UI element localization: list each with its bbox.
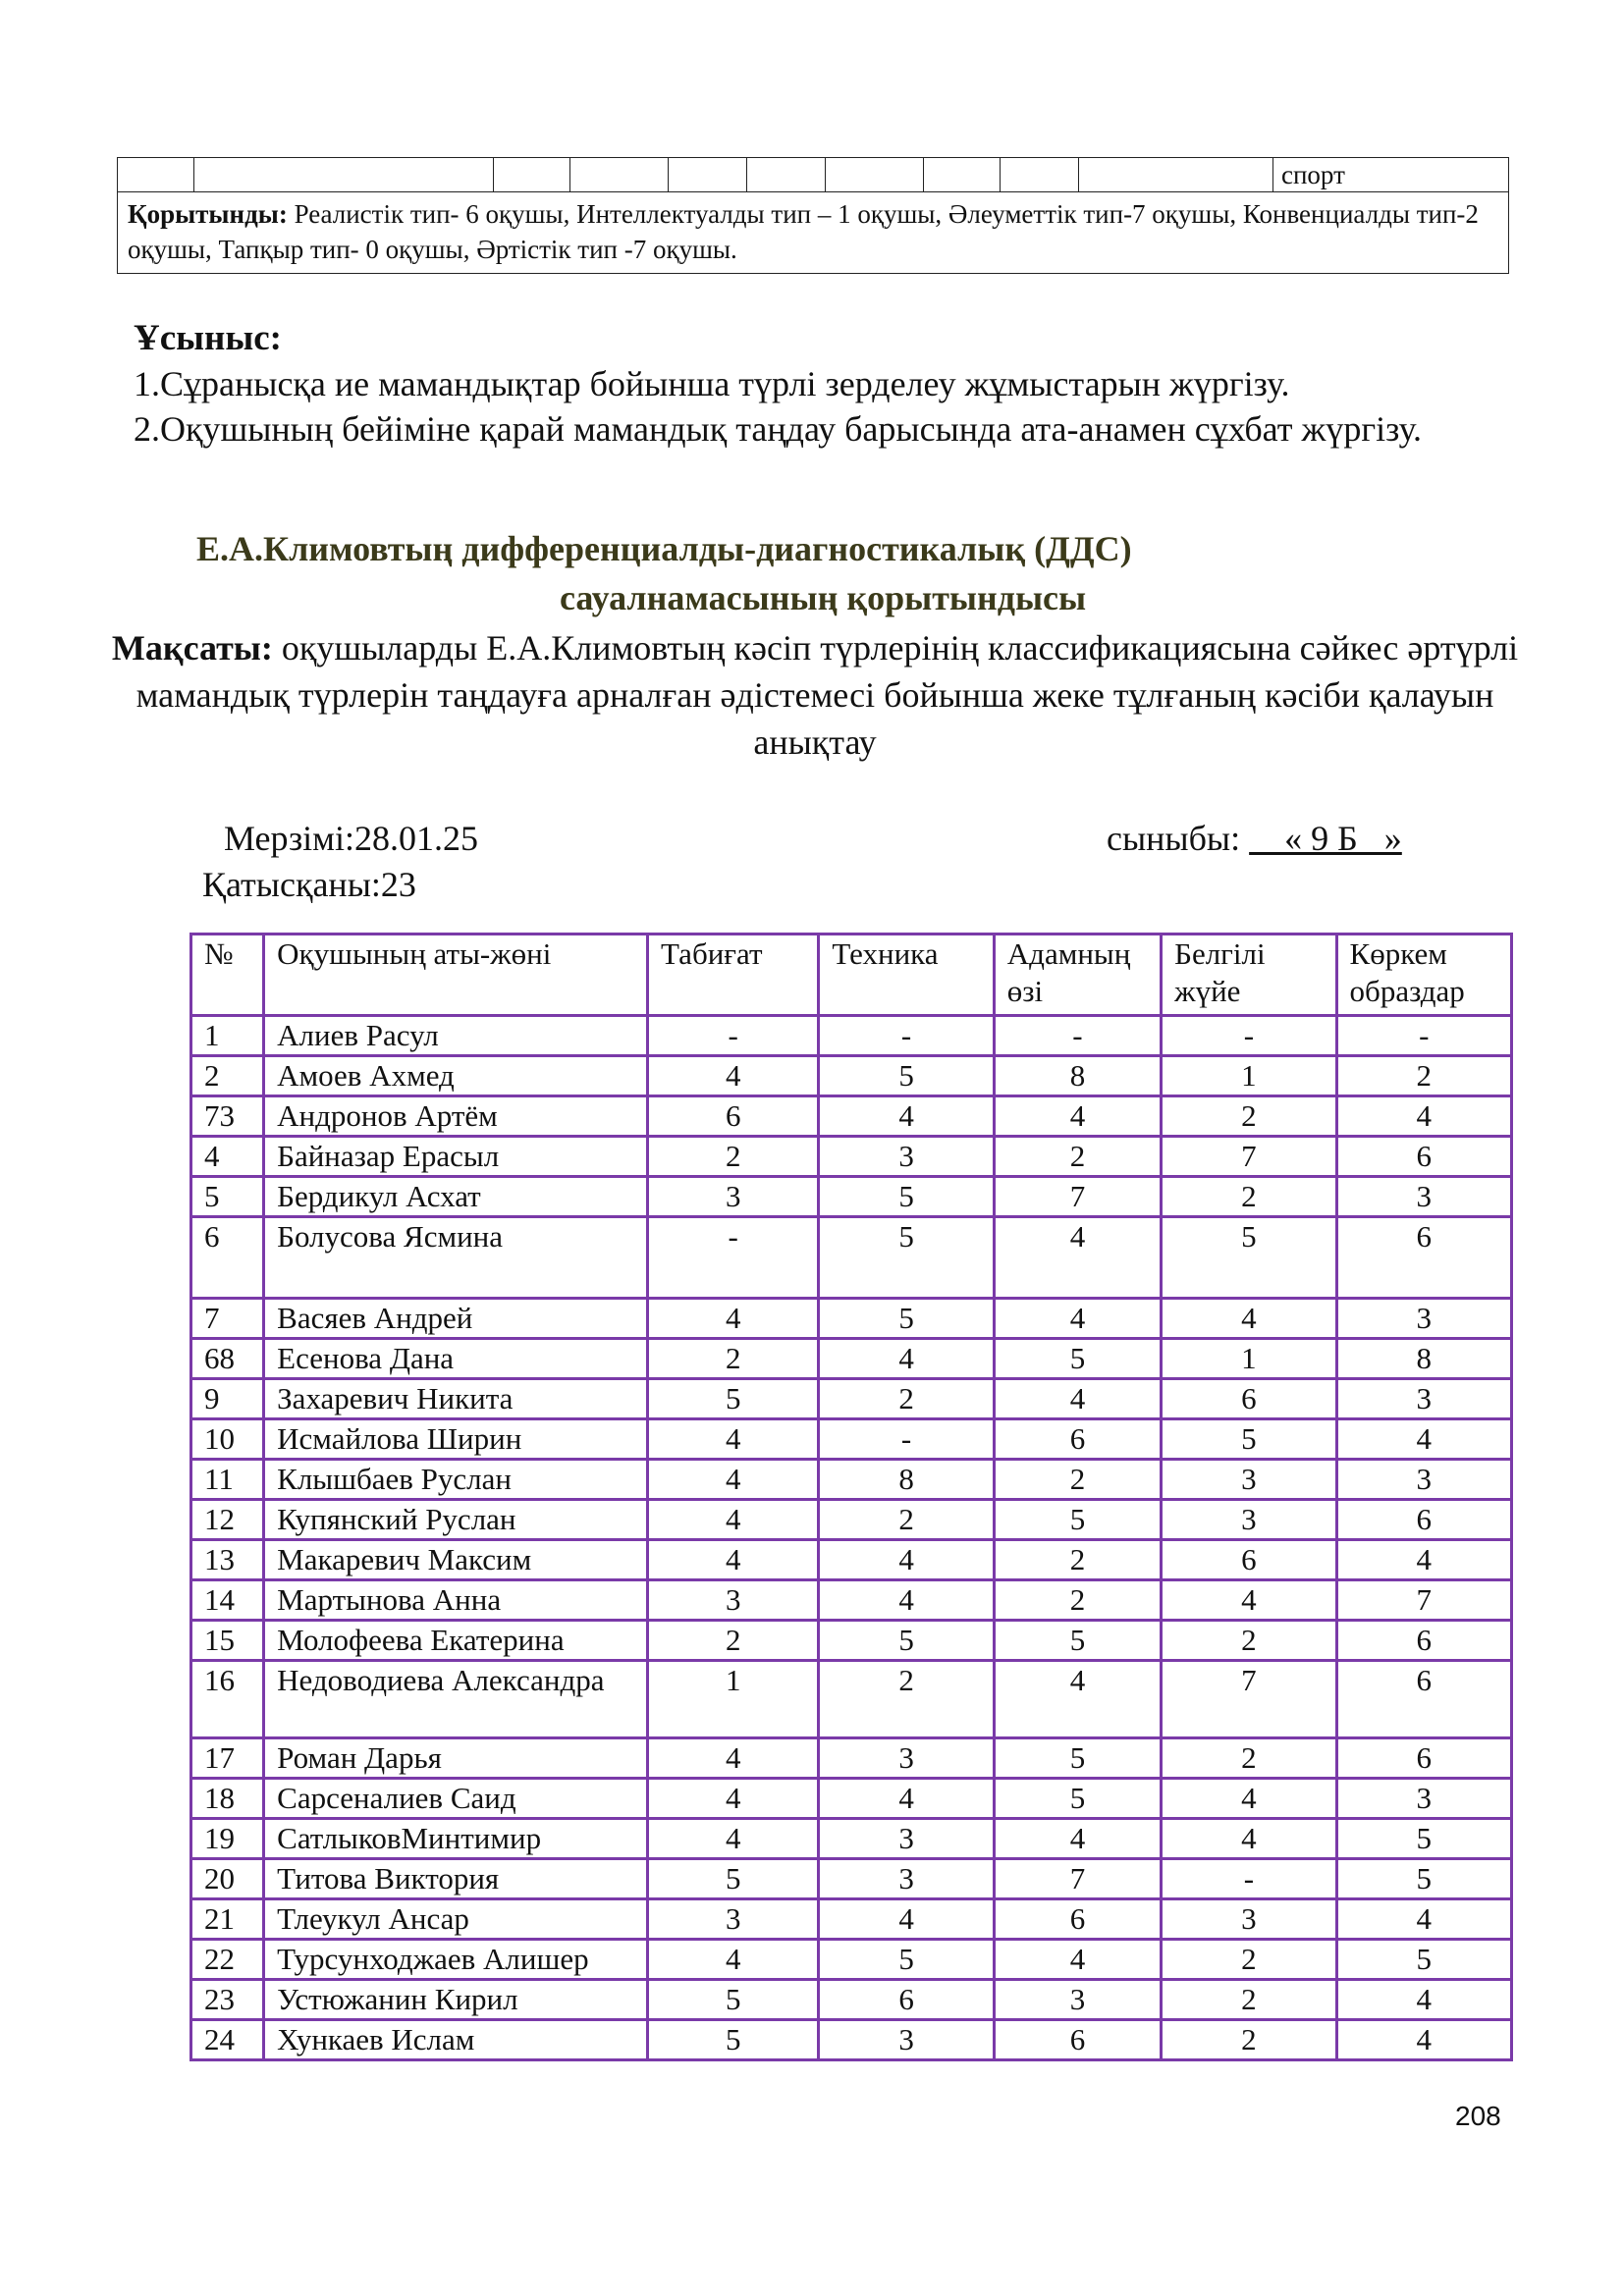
score-cell: 2 xyxy=(1336,1056,1511,1096)
row-number: 19 xyxy=(191,1819,264,1859)
score-cell: 2 xyxy=(648,1621,819,1661)
score-cell: 3 xyxy=(819,1859,994,1899)
score-cell: 6 xyxy=(1336,1500,1511,1540)
score-cell: 6 xyxy=(1162,1540,1336,1580)
score-cell: 6 xyxy=(1336,1217,1511,1299)
row-number: 6 xyxy=(191,1217,264,1299)
score-cell: 5 xyxy=(648,1980,819,2020)
header-cell: Белгілі жүйе xyxy=(1162,934,1336,1016)
row-number: 15 xyxy=(191,1621,264,1661)
score-cell: 2 xyxy=(994,1460,1161,1500)
score-cell: 5 xyxy=(994,1500,1161,1540)
score-cell: 2 xyxy=(819,1379,994,1419)
row-number: 22 xyxy=(191,1940,264,1980)
score-cell: 4 xyxy=(994,1940,1161,1980)
score-cell: 6 xyxy=(1336,1738,1511,1779)
table-row xyxy=(191,1940,1512,1980)
student-name: Исмайлова Ширин xyxy=(264,1419,648,1460)
previous-results-table xyxy=(117,157,1509,274)
score-cell: 2 xyxy=(1162,1177,1336,1217)
table-row xyxy=(191,1299,1512,1339)
class-info xyxy=(1107,818,1402,859)
table-row xyxy=(191,1137,1512,1177)
score-cell: 2 xyxy=(1162,1621,1336,1661)
score-cell: - xyxy=(1162,1859,1336,1899)
score-cell: 7 xyxy=(1162,1661,1336,1738)
table-row xyxy=(191,1217,1512,1299)
table-row xyxy=(191,1980,1512,2020)
student-name: Недоводиева Александра xyxy=(264,1661,648,1738)
results-body xyxy=(191,1016,1512,2060)
score-cell: 4 xyxy=(994,1819,1161,1859)
row-number: 11 xyxy=(191,1460,264,1500)
score-cell: 4 xyxy=(819,1540,994,1580)
score-cell: 7 xyxy=(1162,1137,1336,1177)
score-cell: 5 xyxy=(994,1738,1161,1779)
score-cell: - xyxy=(648,1016,819,1056)
summary-row xyxy=(118,192,1509,274)
score-cell: 4 xyxy=(648,1460,819,1500)
table-row xyxy=(191,1779,1512,1819)
score-cell: 5 xyxy=(994,1621,1161,1661)
page-number: 208 xyxy=(1455,2101,1501,2131)
score-cell: 4 xyxy=(1336,2020,1511,2060)
table-row xyxy=(191,1096,1512,1137)
score-cell: 4 xyxy=(994,1661,1161,1738)
student-name: Андронов Артём xyxy=(264,1096,648,1137)
score-cell: 6 xyxy=(1336,1137,1511,1177)
row-number: 13 xyxy=(191,1540,264,1580)
score-cell: 4 xyxy=(819,1580,994,1621)
score-cell: 5 xyxy=(819,1621,994,1661)
score-cell: 1 xyxy=(1162,1056,1336,1096)
header-row xyxy=(191,934,1512,1016)
table-row xyxy=(191,1738,1512,1779)
score-cell: 3 xyxy=(819,1137,994,1177)
student-name: СатлыковМинтимир xyxy=(264,1819,648,1859)
row-number: 5 xyxy=(191,1177,264,1217)
score-cell: 4 xyxy=(1162,1819,1336,1859)
table-row xyxy=(191,1500,1512,1540)
score-cell: 5 xyxy=(648,1379,819,1419)
student-name: Турсунходжаев Алишер xyxy=(264,1940,648,1980)
score-cell: 5 xyxy=(819,1056,994,1096)
row-number: 68 xyxy=(191,1339,264,1379)
score-cell: 2 xyxy=(819,1661,994,1738)
score-cell: 6 xyxy=(994,1899,1161,1940)
score-cell: 3 xyxy=(1336,1299,1511,1339)
score-cell: 2 xyxy=(1162,1738,1336,1779)
title-line-2: сауалнамасының қорытындысы xyxy=(560,578,1087,617)
score-cell: 4 xyxy=(648,1056,819,1096)
score-cell: 4 xyxy=(1162,1779,1336,1819)
row-number: 12 xyxy=(191,1500,264,1540)
score-cell: 5 xyxy=(1162,1217,1336,1299)
score-cell: 2 xyxy=(1162,1096,1336,1137)
score-cell: 4 xyxy=(648,1779,819,1819)
table-row xyxy=(191,2020,1512,2060)
student-name: Роман Дарья xyxy=(264,1738,648,1779)
student-name: Есенова Дана xyxy=(264,1339,648,1379)
score-cell: 8 xyxy=(994,1056,1161,1096)
score-cell: 2 xyxy=(1162,2020,1336,2060)
row-number: 1 xyxy=(191,1016,264,1056)
table-row xyxy=(191,1819,1512,1859)
score-cell: 2 xyxy=(648,1137,819,1177)
score-cell: 4 xyxy=(819,1779,994,1819)
student-name: Амоев Ахмед xyxy=(264,1056,648,1096)
student-name: Захаревич Никита xyxy=(264,1379,648,1419)
score-cell: 5 xyxy=(819,1940,994,1980)
title-line-1: Е.А.Климовтың дифференциалды-диагностикалық (ДДС) xyxy=(196,529,1132,568)
score-cell: 5 xyxy=(819,1177,994,1217)
table-row xyxy=(191,1899,1512,1940)
score-cell: 4 xyxy=(648,1419,819,1460)
score-cell: 5 xyxy=(819,1217,994,1299)
row-number: 18 xyxy=(191,1779,264,1819)
score-cell: 1 xyxy=(648,1661,819,1738)
table-row xyxy=(191,1460,1512,1500)
student-name: Устюжанин Кирил xyxy=(264,1980,648,2020)
score-cell: 4 xyxy=(994,1217,1161,1299)
score-cell: 5 xyxy=(648,1859,819,1899)
score-cell: 4 xyxy=(1336,1540,1511,1580)
score-cell: 5 xyxy=(1162,1419,1336,1460)
score-cell: 2 xyxy=(819,1500,994,1540)
score-cell: 4 xyxy=(1336,1419,1511,1460)
score-cell: 5 xyxy=(1336,1819,1511,1859)
score-cell: 3 xyxy=(819,1819,994,1859)
score-cell: 3 xyxy=(1336,1379,1511,1419)
score-cell: 5 xyxy=(1336,1940,1511,1980)
student-name: Болусова Ясмина xyxy=(264,1217,648,1299)
score-cell: 3 xyxy=(1162,1500,1336,1540)
row-number: 14 xyxy=(191,1580,264,1621)
row-number: 16 xyxy=(191,1661,264,1738)
table-row xyxy=(191,1056,1512,1096)
score-cell: 4 xyxy=(648,1299,819,1339)
header-cell: № xyxy=(191,934,264,1016)
score-cell: 2 xyxy=(994,1137,1161,1177)
goal-label: Мақсаты: xyxy=(111,628,273,667)
score-cell: 2 xyxy=(994,1580,1161,1621)
header-cell: Техника xyxy=(819,934,994,1016)
score-cell: 1 xyxy=(1162,1339,1336,1379)
table-row xyxy=(191,1859,1512,1899)
score-cell: 8 xyxy=(1336,1339,1511,1379)
score-cell: 4 xyxy=(648,1540,819,1580)
score-cell: 6 xyxy=(819,1980,994,2020)
score-cell: 4 xyxy=(819,1096,994,1137)
score-cell: 2 xyxy=(1162,1980,1336,2020)
header-cell: Табиғат xyxy=(648,934,819,1016)
score-cell: 2 xyxy=(648,1339,819,1379)
row-number: 20 xyxy=(191,1859,264,1899)
student-name: Купянский Руслан xyxy=(264,1500,648,1540)
score-cell: 3 xyxy=(1162,1460,1336,1500)
student-name: Мартынова Анна xyxy=(264,1580,648,1621)
score-cell: 3 xyxy=(648,1899,819,1940)
row-number: 7 xyxy=(191,1299,264,1339)
student-name: Сарсеналиев Саид xyxy=(264,1779,648,1819)
score-cell: - xyxy=(819,1016,994,1056)
student-name: Алиев Расул xyxy=(264,1016,648,1056)
score-cell: 3 xyxy=(1336,1460,1511,1500)
student-name: Молофеева Екатерина xyxy=(264,1621,648,1661)
row-number: 4 xyxy=(191,1137,264,1177)
results-table xyxy=(189,933,1513,2061)
score-cell: - xyxy=(648,1217,819,1299)
score-cell: 6 xyxy=(1336,1621,1511,1661)
student-name: Клышбаев Руслан xyxy=(264,1460,648,1500)
score-cell: 3 xyxy=(819,2020,994,2060)
score-cell: 3 xyxy=(1336,1779,1511,1819)
row-number: 21 xyxy=(191,1899,264,1940)
score-cell: 7 xyxy=(1336,1580,1511,1621)
score-cell: 4 xyxy=(648,1940,819,1980)
score-cell: 3 xyxy=(648,1580,819,1621)
score-cell: 4 xyxy=(1336,1899,1511,1940)
score-cell: 4 xyxy=(994,1379,1161,1419)
student-name: Тлеукул Ансар xyxy=(264,1899,648,1940)
row-number: 10 xyxy=(191,1419,264,1460)
score-cell: 2 xyxy=(1162,1940,1336,1980)
score-cell: - xyxy=(1336,1016,1511,1056)
proposal-heading: Ұсыныс: xyxy=(134,318,282,358)
score-cell: 4 xyxy=(1336,1980,1511,2020)
score-cell: 5 xyxy=(1336,1859,1511,1899)
score-cell: - xyxy=(1162,1016,1336,1056)
score-cell: 7 xyxy=(994,1177,1161,1217)
score-cell: 6 xyxy=(1162,1379,1336,1419)
table-row xyxy=(191,1177,1512,1217)
score-cell: 6 xyxy=(994,2020,1161,2060)
score-cell: 2 xyxy=(994,1540,1161,1580)
goal-paragraph xyxy=(79,624,1551,766)
student-name: Титова Виктория xyxy=(264,1859,648,1899)
table-row xyxy=(191,1339,1512,1379)
score-cell: 4 xyxy=(1336,1096,1511,1137)
proposal-line-2: 2.Оқушының бейіміне қарай мамандық таңдау барысында ата-анамен сұхбат жүргізу. xyxy=(134,409,1422,449)
score-cell: 6 xyxy=(1336,1661,1511,1738)
score-cell: 3 xyxy=(1336,1177,1511,1217)
header-cell: Адамның өзі xyxy=(994,934,1161,1016)
participants-label: Қатысқаны:23 xyxy=(202,865,416,904)
student-name: Васяев Андрей xyxy=(264,1299,648,1339)
score-cell: 6 xyxy=(648,1096,819,1137)
score-cell: 3 xyxy=(819,1738,994,1779)
score-cell: 3 xyxy=(994,1980,1161,2020)
score-cell: 6 xyxy=(994,1419,1161,1460)
score-cell: 4 xyxy=(994,1096,1161,1137)
row-number: 73 xyxy=(191,1096,264,1137)
score-cell: - xyxy=(994,1016,1161,1056)
summary-label: Қорытынды: xyxy=(128,199,288,229)
score-cell: 4 xyxy=(1162,1580,1336,1621)
score-cell: - xyxy=(819,1419,994,1460)
summary-cell xyxy=(118,192,1509,274)
row-number: 17 xyxy=(191,1738,264,1779)
score-cell: 5 xyxy=(819,1299,994,1339)
table-row xyxy=(191,1621,1512,1661)
class-value: « 9 Б » xyxy=(1249,819,1402,858)
score-cell: 4 xyxy=(819,1339,994,1379)
score-cell: 5 xyxy=(994,1339,1161,1379)
score-cell: 4 xyxy=(648,1819,819,1859)
score-cell: 4 xyxy=(1162,1299,1336,1339)
score-cell: 5 xyxy=(648,2020,819,2060)
row-number: 2 xyxy=(191,1056,264,1096)
proposal-line-1: 1.Сұранысқа ие мамандықтар бойынша түрлі зерделеу жұмыстарын жүргізу. xyxy=(134,364,1290,403)
row-number: 9 xyxy=(191,1379,264,1419)
row-number: 23 xyxy=(191,1980,264,2020)
table-row xyxy=(191,1661,1512,1738)
table-row xyxy=(118,158,1509,192)
score-cell: 4 xyxy=(648,1738,819,1779)
date-label: Мерзімі:28.01.25 xyxy=(224,819,478,858)
table-row xyxy=(191,1379,1512,1419)
score-cell: 5 xyxy=(994,1779,1161,1819)
table-row xyxy=(191,1419,1512,1460)
score-cell: 4 xyxy=(648,1500,819,1540)
table-row xyxy=(191,1540,1512,1580)
table-row xyxy=(191,1016,1512,1056)
sport-cell: спорт xyxy=(1273,158,1509,192)
score-cell: 4 xyxy=(819,1899,994,1940)
row-number: 24 xyxy=(191,2020,264,2060)
score-cell: 3 xyxy=(648,1177,819,1217)
student-name: Бердикул Асхат xyxy=(264,1177,648,1217)
summary-text: Реалистік тип- 6 оқушы, Интеллектуалды тип – 1 оқушы, Әлеуметтік тип-7 оқушы, Конвенциалды тип-2 оқушы, Тапқыр тип- 0 оқушы, Әртістік тип -7 оқушы. xyxy=(128,199,1479,264)
header-cell: Оқушының аты-жөні xyxy=(264,934,648,1016)
proposal-section xyxy=(134,316,1469,452)
score-cell: 8 xyxy=(819,1460,994,1500)
score-cell: 3 xyxy=(1162,1899,1336,1940)
student-name: Байназар Ерасыл xyxy=(264,1137,648,1177)
score-cell: 4 xyxy=(994,1299,1161,1339)
score-cell: 7 xyxy=(994,1859,1161,1899)
table-row xyxy=(191,1580,1512,1621)
student-name: Хункаев Ислам xyxy=(264,2020,648,2060)
header-cell: Көркем образдар xyxy=(1336,934,1511,1016)
goal-text: оқушыларды Е.А.Климовтың кәсіп түрлерінің классификациясына сәйкес әртүрлі мамандық түрлерін таңдауға арналған әдістемесі бойынша жеке тұлғаның кәсіби қалауын анықтау xyxy=(135,628,1519,762)
student-name: Макаревич Максим xyxy=(264,1540,648,1580)
class-label: сыныбы: xyxy=(1107,819,1241,858)
